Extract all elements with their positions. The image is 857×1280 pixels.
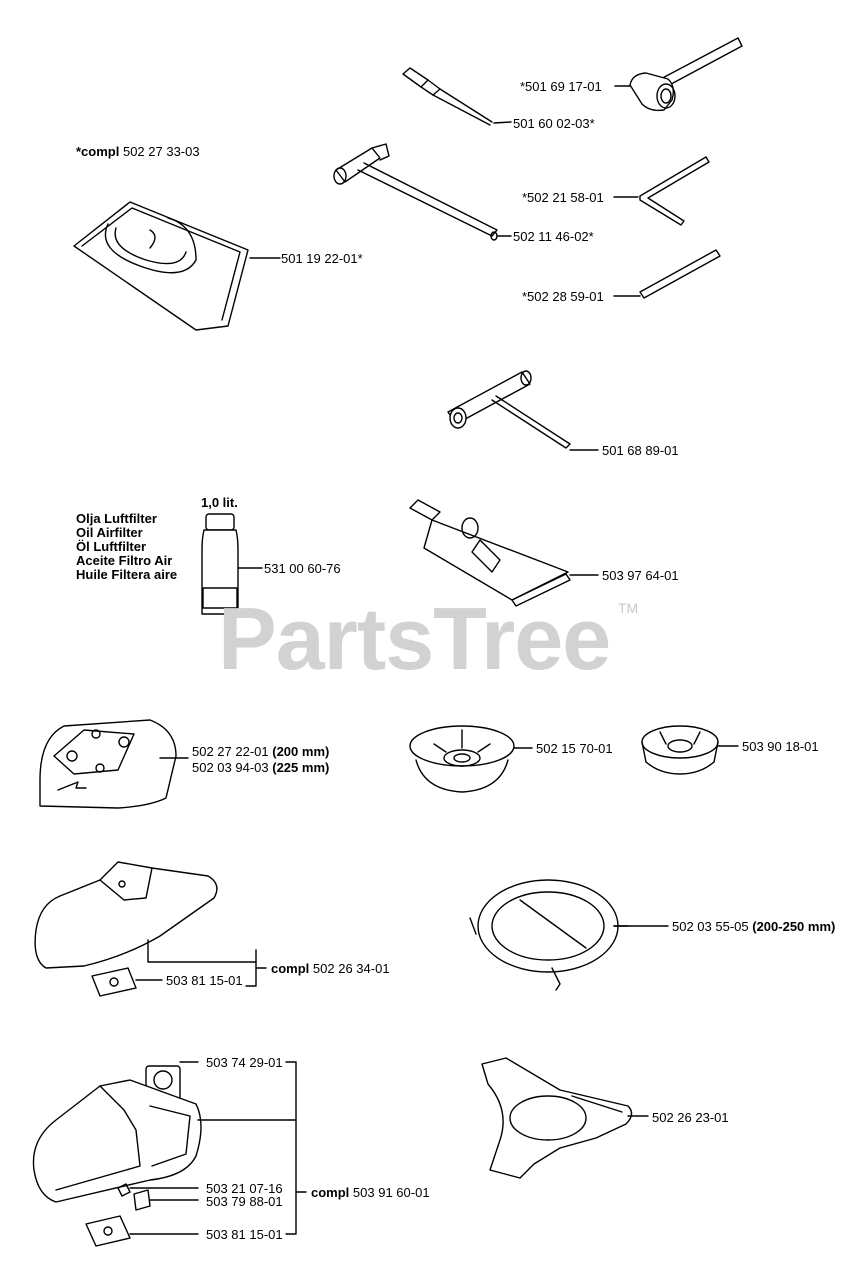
hex-key-drawing — [614, 157, 709, 225]
support-cup-drawing — [410, 726, 532, 792]
oil-names — [76, 512, 177, 582]
large-guard-compl-label — [271, 961, 390, 976]
small-guard-drawing — [40, 720, 188, 808]
part-label-rod: *502 28 59-01 — [522, 289, 604, 304]
watermark-brand: PartsTree — [218, 589, 611, 688]
blade-ring-drawing — [470, 880, 668, 990]
part-label-support-cup: 502 15 70-01 — [536, 741, 613, 756]
part-label-screwdriver: 501 60 02-03* — [513, 116, 595, 131]
combo-guard-compl-prefix: compl — [311, 1185, 350, 1200]
screwdriver-drawing — [403, 68, 511, 125]
part-label-combi-wrench: 501 68 89-01 — [602, 443, 679, 458]
part-label-oil-bottle: 531 00 60-76 — [264, 561, 341, 576]
blade-ring-size: (200-250 mm) — [752, 919, 836, 934]
socket-wrench-drawing — [615, 38, 742, 110]
oil-name-fr: Huile Filtera aire — [76, 567, 178, 582]
part-label-blade-ring — [672, 919, 835, 934]
harness-compl-prefix: *compl — [76, 144, 120, 159]
part-label-small-guard-200 — [192, 744, 329, 759]
large-guard-compl-number: 502 26 34-01 — [312, 961, 390, 976]
oil-volume: 1,0 lit. — [201, 495, 238, 510]
oil-name-sv: Olja Luftfilter — [76, 511, 157, 526]
small-guard-200-size: (200 mm) — [272, 744, 330, 759]
part-label-wrench: *501 69 17-01 — [520, 79, 602, 94]
part-label-support-cup-2: 503 90 18-01 — [742, 739, 819, 754]
small-guard-225-number: 502 03 94-03 — [192, 760, 269, 775]
oil-name-es: Aceite Filtro Air — [76, 553, 173, 568]
part-label-tbar-wrench: 502 11 46-02* — [513, 229, 594, 244]
part-label-large-guard-plate: 503 81 15-01 — [166, 973, 243, 988]
part-label-harness: 501 19 22-01* — [281, 251, 363, 266]
small-guard-200-number: 502 27 22-01 — [192, 744, 269, 759]
small-guard-225-size: (225 mm) — [272, 760, 330, 775]
tbar-wrench-drawing — [334, 144, 511, 240]
harness-compl-label — [76, 144, 200, 159]
combo-guard-drawing — [33, 1062, 306, 1246]
large-guard-compl-prefix: compl — [271, 961, 310, 976]
combo-guard-compl-label — [311, 1185, 430, 1200]
part-label-decal: 503 74 29-01 — [206, 1055, 283, 1070]
part-label-hex-key: *502 21 58-01 — [522, 190, 604, 205]
part-label-small-guard-225 — [192, 760, 329, 775]
oil-name-en: Oil Airfilter — [76, 525, 143, 540]
part-label-grease-tube: 503 97 64-01 — [602, 568, 679, 583]
harness-compl-number: 502 27 33-03 — [122, 144, 200, 159]
part-label-clip: 503 79 88-01 — [206, 1194, 283, 1209]
support-cup-2-drawing — [642, 726, 738, 774]
part-label-screw: 503 21 07-16 — [206, 1181, 283, 1196]
part-label-combo-guard-plate: 503 81 15-01 — [206, 1227, 283, 1242]
harness-drawing — [74, 202, 280, 330]
rod-drawing — [614, 250, 720, 298]
oil-name-de: Öl Luftfilter — [76, 539, 147, 554]
part-label-trimmer-guard: 502 26 23-01 — [652, 1110, 729, 1125]
watermark-trademark: TM — [618, 600, 639, 616]
combo-guard-compl-number: 503 91 60-01 — [352, 1185, 430, 1200]
trimmer-guard-drawing — [482, 1058, 648, 1178]
blade-ring-number: 502 03 55-05 — [672, 919, 749, 934]
combi-wrench-drawing — [448, 371, 598, 450]
